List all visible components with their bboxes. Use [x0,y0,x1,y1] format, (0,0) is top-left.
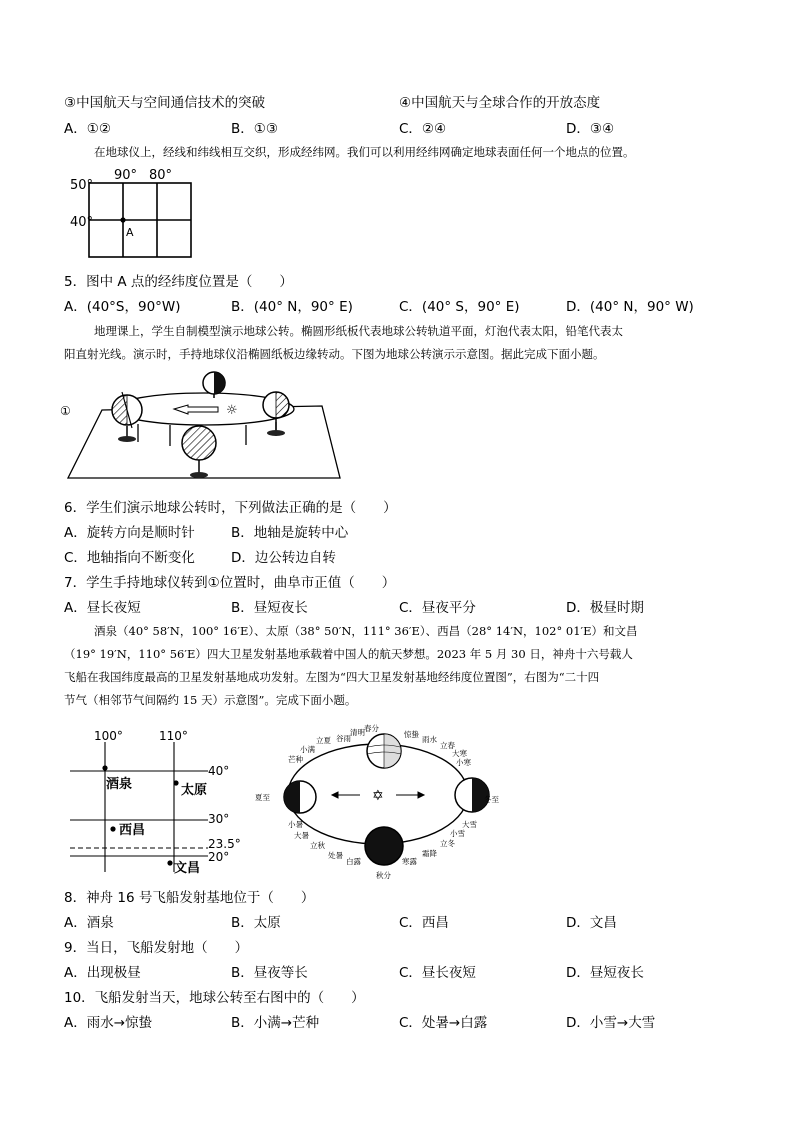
lon-80-label: 80° [149,168,173,183]
q9-choice-a: A．出现极昼 [64,965,141,981]
lat-40-label: 40° [208,764,230,778]
q5-choice-b: B．(40° N，90° E) [231,299,353,315]
sun-icon: ☼ [226,403,238,418]
solar-term-label: 雨水 [422,735,437,744]
solar-term-label: 小雪 [450,829,465,838]
solar-term-label: 立春 [440,741,455,750]
q4-choice-c: C．②④ [399,121,447,137]
solar-term-label: 处暑 [328,851,343,860]
solar-term-label: 白露 [346,857,361,866]
solar-term-label: 谷雨 [336,734,351,743]
q4-choice-a: A．①② [64,121,111,137]
solar-term-label: 立秋 [310,841,325,850]
point-a-label: A [126,226,134,239]
solar-term-label: 寒露 [402,857,417,866]
point-a-marker [120,217,125,222]
q5-choice-d: D．(40° N，90° W) [566,299,694,315]
q10-stem: 10．飞船发射当天，地球公转至右图中的（ ） [64,990,365,1006]
q4-choice-b: B．①③ [231,121,278,137]
q7-choice-d: D．极昼时期 [566,600,644,616]
q10-choice-b: B．小满→芒种 [231,1015,320,1031]
solar-term-label: 芒种 [288,755,303,764]
solar-term-label: 小满 [300,745,315,754]
q5-choice-c: C．(40° S，90° E) [399,299,520,315]
sun-icon: ✡ [372,788,384,804]
jiuquan-label: 酒泉 [106,777,133,792]
q6-choice-c: C．地轴指向不断变化 [64,550,195,566]
q7-choice-a: A．昼长夜短 [64,600,141,616]
orbit-demo-figure [60,372,346,484]
q9-choice-c: C．昼长夜短 [399,965,476,981]
launch-intro-line-4: 节气（相邻节气间隔约 15 天）示意图”。完成下面小题。 [64,693,357,707]
lon-90-label: 90° [114,168,138,183]
lat-30-label: 30° [208,812,230,826]
globe-night-side [112,395,127,425]
q7-choice-b: B．昼短夜长 [231,600,308,616]
lon-110-label: 110° [159,729,188,743]
q4-option-3: ③中国航天与空间通信技术的突破 [64,95,266,111]
model-intro-line-1: 地理课上，学生自制模型演示地球公转。椭圆形纸板代表地球公转轨道平面，灯泡代表太阳，铅笔代表太 [94,324,623,338]
lat-40-label: 40° [70,215,94,230]
lon-100-label: 100° [94,729,123,743]
launch-intro-line-1: 酒泉（40° 58′N，100° 16′E）、太原（38° 50′N，111° 36′E）、西昌（28° 14′N，102° 01′E）和文昌 [94,624,638,638]
q5-choice-a: A．(40°S，90°W) [64,299,181,315]
model-intro-line-2: 阳直射光线。演示时，手持地球仪沿椭圆纸板边缘转动。下图为地球公转演示示意图。据此完成下面小题。 [64,347,605,361]
q7-stem: 7．学生手持地球仪转到①位置时，曲阜市正值（ ） [64,575,396,591]
q10-choice-a: A．雨水→惊蛰 [64,1015,153,1031]
q6-stem: 6．学生们演示地球公转时，下列做法正确的是（ ） [64,500,397,516]
wenchang-label: 文昌 [174,861,201,876]
q4-option-4: ④中国航天与全球合作的开放态度 [399,95,601,111]
xichang-label: 西昌 [119,823,146,838]
q10-choice-d: D．小雪→大雪 [566,1015,656,1031]
solar-term-label: 大寒 [452,749,467,758]
lat-20-label: 20° [208,850,230,864]
q6-choice-a: A．旋转方向是顺时针 [64,525,195,541]
q7-choice-c: C．昼夜平分 [399,600,476,616]
q8-choice-a: A．酒泉 [64,915,114,931]
q8-choice-d: D．文昌 [566,915,617,931]
solar-term-label: 春分 [364,724,379,733]
lat-23.5-label: 23.5° [208,837,241,851]
q9-choice-d: D．昼短夜长 [566,965,644,981]
solar-term-label: 惊蛰 [404,730,419,739]
solar-term-label: 大暑 [294,831,309,840]
solar-term-label: 立冬 [440,839,455,848]
launch-intro-line-3: 飞船在我国纬度最高的卫星发射基地成功发射。左图为“四大卫星发射基地经纬度位置图”，右图为“二十四 [64,670,600,684]
q4-choice-d: D．③④ [566,121,615,137]
lat-long-grid-figure [64,166,198,262]
solar-term-label: 小寒 [456,758,471,767]
launch-intro-line-2: （19° 19′N，110° 56′E）四大卫星发射基地承载着中国人的航天梦想。2023 年 5 月 30 日，神舟十六号载人 [64,647,633,661]
q5-stem: 5．图中 A 点的经纬度位置是（ ） [64,274,293,290]
q6-choice-b: B．地轴是旋转中心 [231,525,349,541]
solar-term-label: 立夏 [316,736,331,745]
grid-intro: 在地球仪上，经线和纬线相互交织，形成经纬网。我们可以利用经纬网确定地球表面任何一个地点的位置。 [94,145,635,159]
taiyuan-label: 太原 [181,783,208,798]
solar-term-label: 小暑 [288,820,303,829]
q6-choice-d: D．边公转边自转 [231,550,336,566]
solar-term-label: 冬至 [484,795,499,804]
q8-choice-c: C．西昌 [399,915,449,931]
q8-stem: 8．神舟 16 号飞船发射基地位于（ ） [64,890,315,906]
launch-base-map [64,726,244,878]
q9-choice-b: B．昼夜等长 [231,965,308,981]
solar-terms-figure [254,718,500,880]
lat-50-label: 50° [70,178,94,193]
q9-stem: 9．当日，飞船发射地（ ） [64,940,249,956]
solar-term-label: 秋分 [376,871,391,880]
q8-choice-b: B．太原 [231,915,281,931]
solar-term-label: 大雪 [462,820,477,829]
solar-term-label: 清明 [350,728,365,737]
position-1-marker: ① [60,404,71,418]
solar-term-label: 霜降 [422,849,437,858]
solar-term-label: 夏至 [255,793,270,802]
q10-choice-c: C．处暑→白露 [399,1015,488,1031]
